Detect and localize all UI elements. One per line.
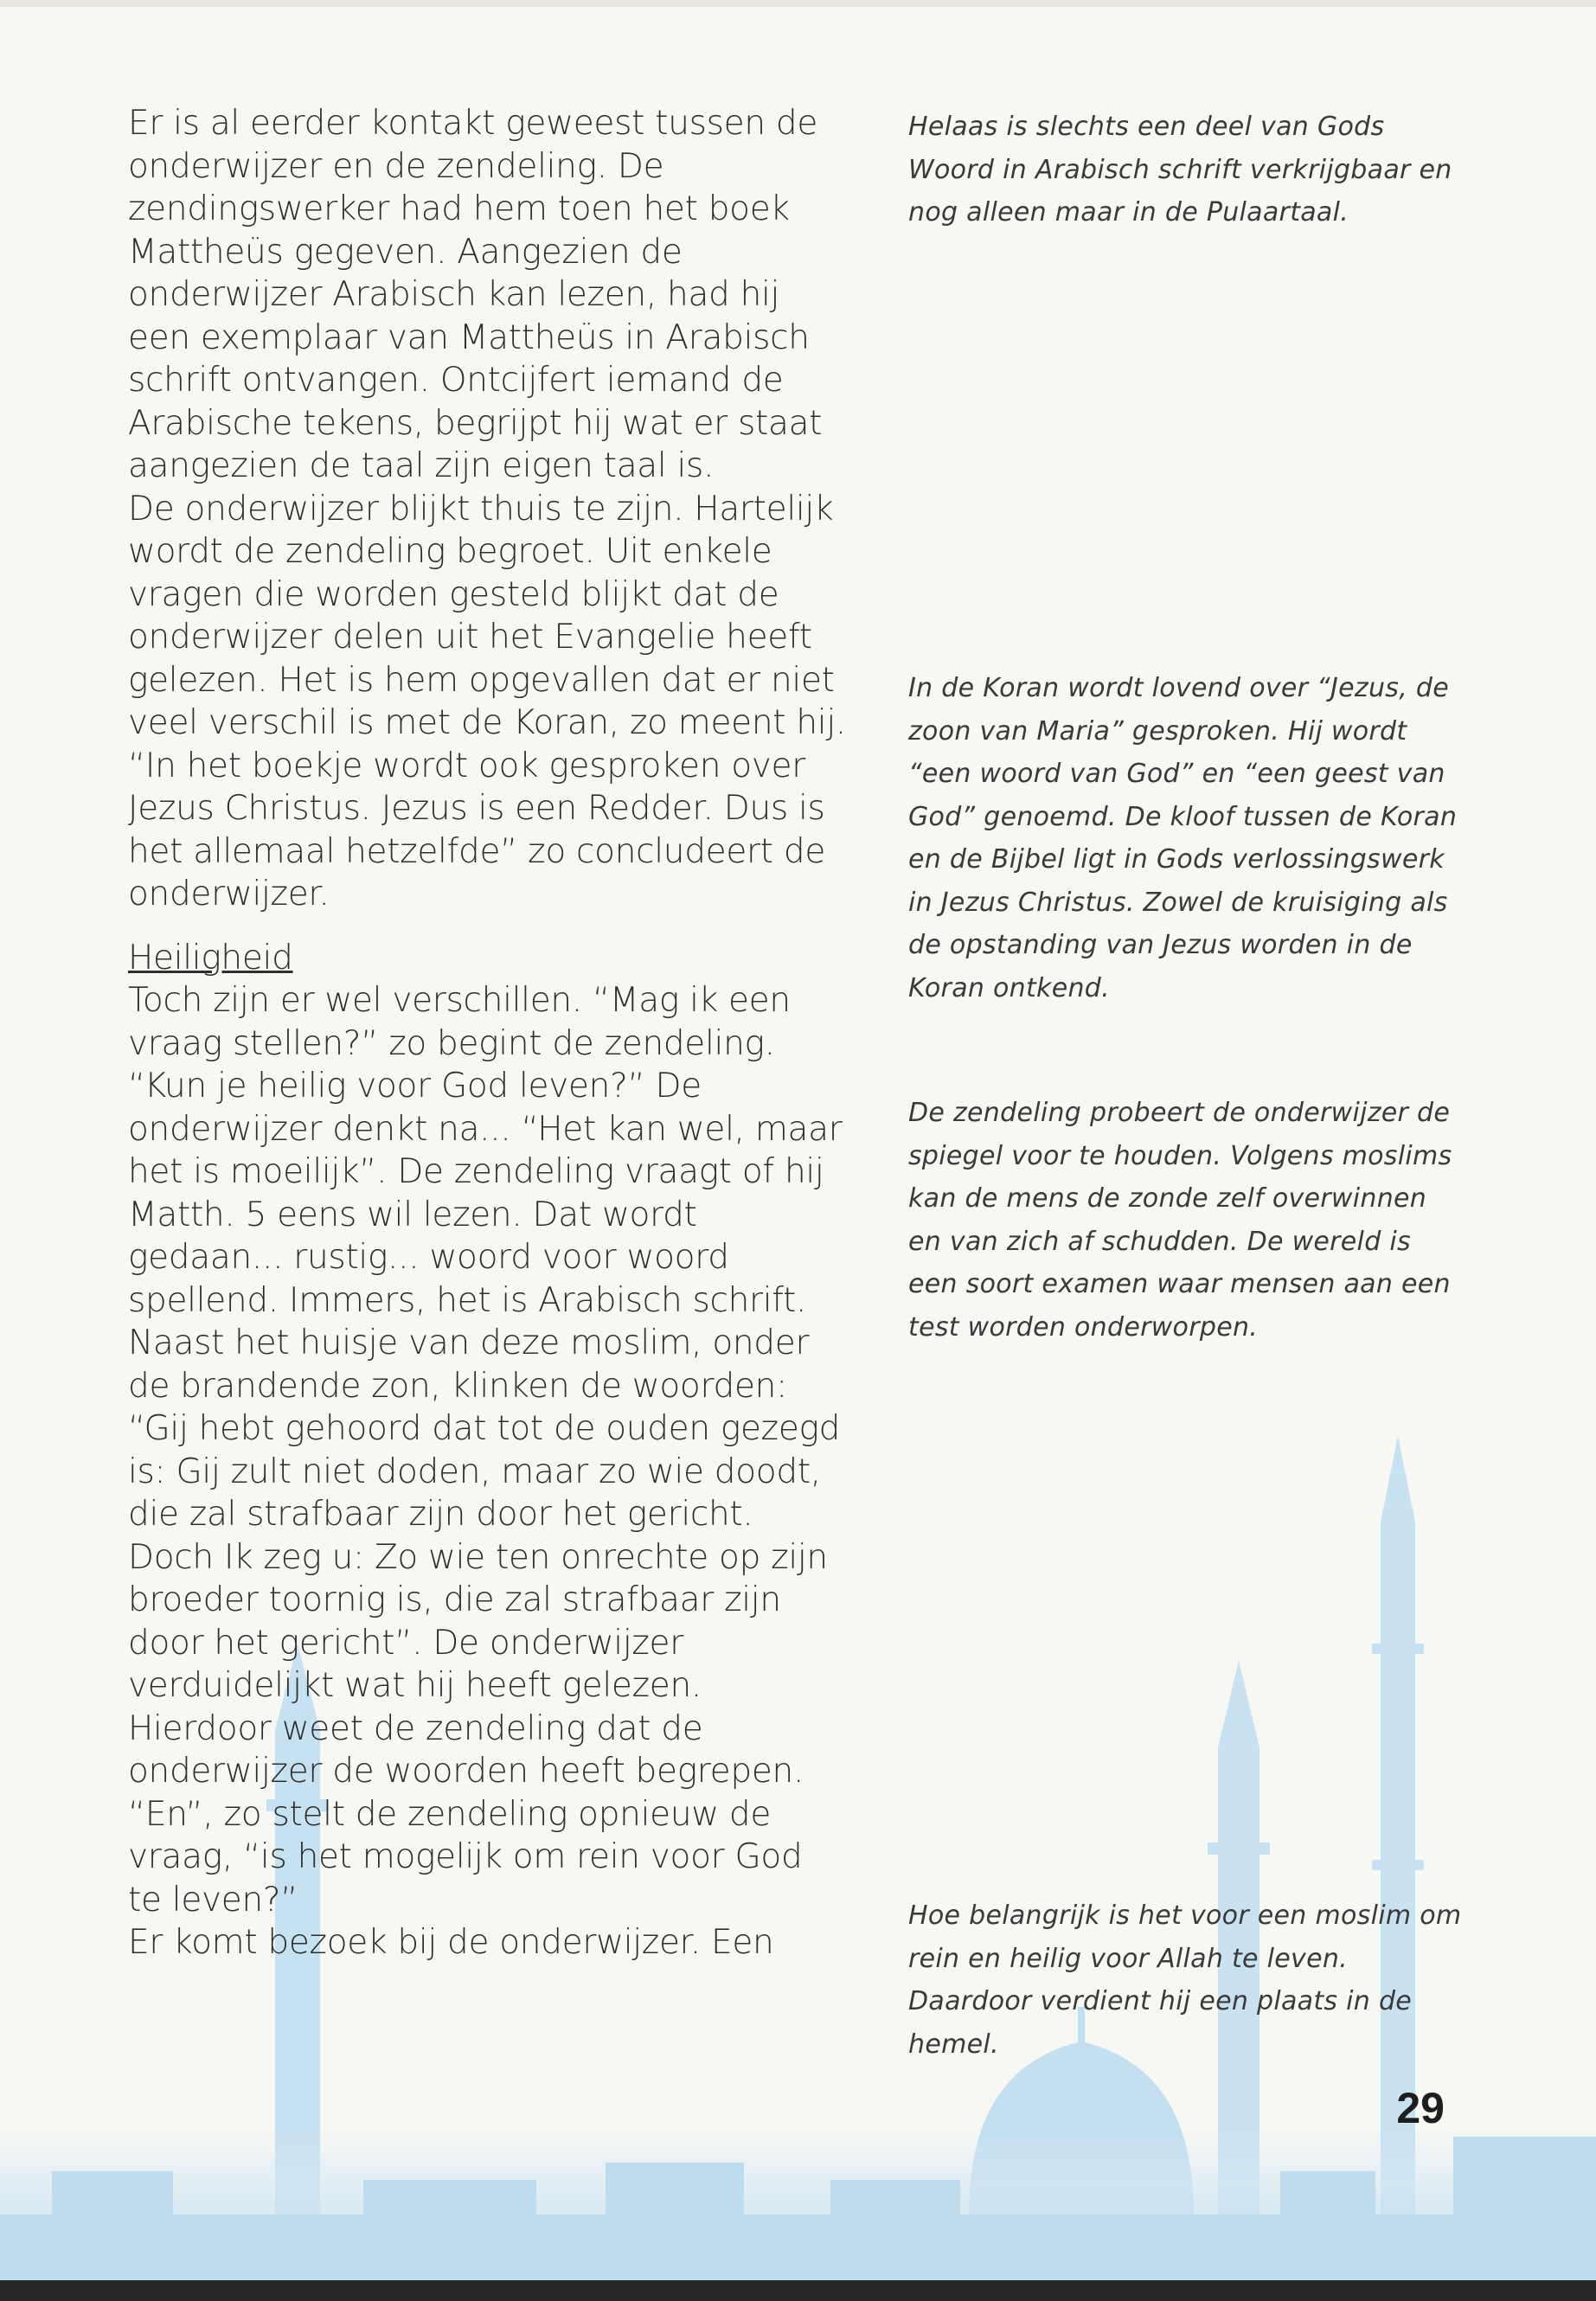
side-caption — [908, 667, 1462, 1009]
body-paragraph: “En”, zo stelt de zendeling opnieuw de vraag, “is het mogelijk om rein voor God te leven?” — [128, 1794, 803, 1920]
body-paragraph: Er is al eerder kontakt geweest tussen de onderwijzer en de zendeling. De zendingswerker had hem toen het boek Mattheüs gegeven. Aangezien de onderwijzer Arabisch kan lezen, had hij een exemplaar van Mattheüs in Arabisch schrift ontvangen. Ontcijfert iemand de Arabische tekens, begrijpt hij wat er staat aangezien de taal zijn eigen taal is. — [128, 104, 823, 485]
side-caption — [908, 1092, 1462, 1349]
side-caption — [908, 106, 1462, 234]
caption-text: In de Koran wordt lovend over “Jezus, de zoon van Maria” gesproken. Hij wordt “een woord van God” en “een geest van God” genoemd. De kloof tussen de Koran en de Bijbel ligt in Gods verlossingswerk in Jezus Christus. Zowel de kruisiging als de opstanding van Jezus worden in de Koran ontkend. — [908, 673, 1458, 1003]
body-paragraph: De onderwijzer blijkt thuis te zijn. Hartelijk wordt de zendeling begroet. Uit enkele vragen die worden gesteld blijkt dat de onderwijzer delen uit het Evangelie heeft gelezen. Het is hem opgevallen dat er niet veel verschil is met de Koran, zo meent hij. “In het boekje wordt ook gesproken over Jezus Christus. Jezus is een Redder. Dus is het allemaal hetzelfde” zo concludeert de onderwijzer. — [128, 489, 846, 913]
bottom-edge — [0, 2280, 1596, 2301]
caption-text: De zendeling probeert de onderwijzer de spiegel voor te houden. Volgens moslims kan de mens de zonde zelf overwinnen en van zich af schudden. De wereld is een soort examen waar mensen aan een test worden onderworpen. — [908, 1098, 1452, 1343]
caption-text: Helaas is slechts een deel van Gods Woord in Arabisch schrift verkrijgbaar en nog alleen maar in de Pulaartaal. — [908, 112, 1452, 228]
side-caption — [908, 1894, 1462, 2066]
page-number: 29 — [1396, 2084, 1445, 2132]
body-paragraph: Naast het huisje van deze moslim, onder de brandende zon, klinken de woorden: “Gij hebt gehoord dat tot de ouden gezegd is: Gij zult niet doden, maar zo wie doodt, die zal strafbaar zijn door het gericht. Doch Ik zeg u: Zo wie ten onrechte op zijn broeder toornig is, die zal strafbaar zijn door het gericht”. De onderwijzer verduidelijkt wat hij heeft gelezen. Hierdoor weet de zendeling dat de onderwijzer de woorden heeft begrepen. — [128, 1324, 841, 1791]
body-paragraph: Er komt bezoek bij de onderwijzer. Een — [128, 1923, 774, 1962]
main-article-column — [128, 102, 846, 1965]
section-heading: Heiligheid — [128, 938, 293, 977]
body-paragraph: Toch zijn er wel verschillen. “Mag ik een vraag stellen?” zo begint de zendeling. “Kun je heilig voor God leven?” De onderwijzer denkt na... “Het kan wel, maar het is moeilijk”. De zendeling vraagt of hij Matth. 5 eens wil lezen. Dat wordt gedaan... rustig... woord voor woord spellend. Immers, het is Arabisch schrift. — [128, 981, 843, 1320]
caption-text: Hoe belangrijk is het voor een moslim om rein en heilig voor Allah te leven. Daardoor verdient hij een plaats in de hemel. — [908, 1900, 1462, 2060]
